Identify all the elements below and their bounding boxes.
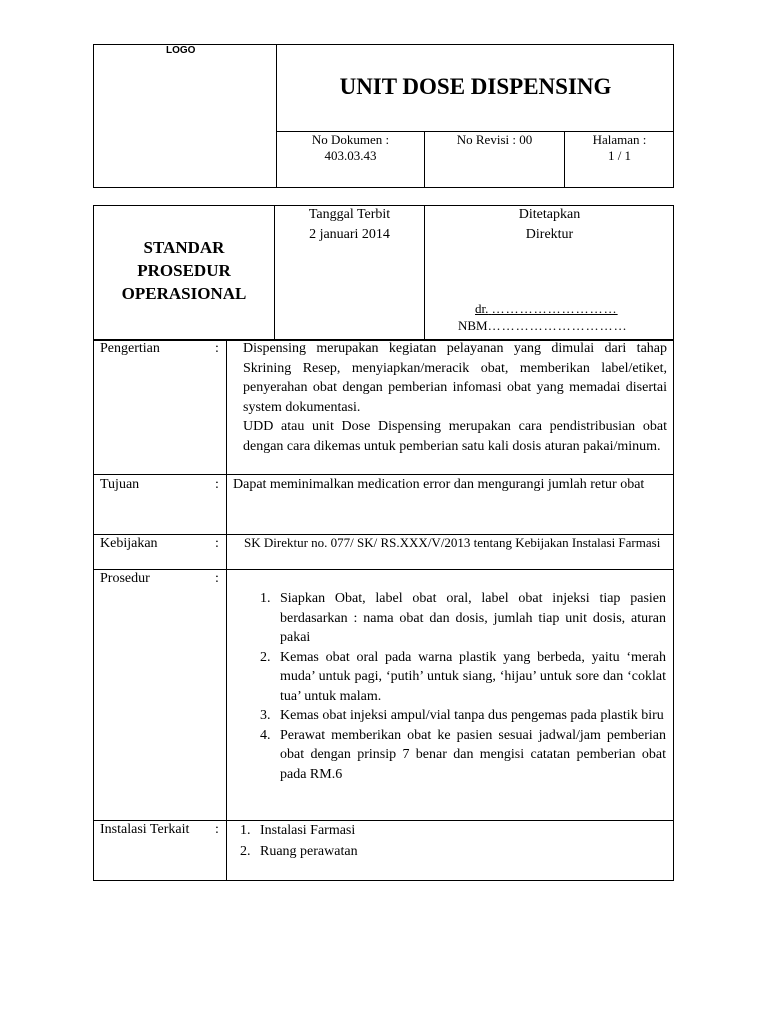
instalasi-item-number: 2. [240, 844, 251, 859]
pengertian-paragraph-2: UDD atau unit Dose Dispensing merupakan cara pendistribusian obat dengan cara dikemas untuk pemberian satu kali dosis aturan pakai/minum. [243, 419, 667, 454]
no-dokumen-cell [277, 132, 424, 164]
prosedur-item-number: 2. [260, 649, 271, 665]
prosedur-item-number: 4. [260, 727, 271, 743]
prosedur-list [260, 589, 666, 784]
dr-dots: ……………………… [491, 301, 618, 316]
pengertian-label: Pengertian [100, 341, 160, 356]
sop-title [94, 236, 274, 305]
prosedur-item-text: Kemas obat injeksi ampul/vial tanpa dus pengemas pada plastik biru [280, 708, 664, 723]
instalasi-item-text: Instalasi Farmasi [260, 823, 356, 838]
header-table [93, 44, 674, 188]
instalasi-item [240, 820, 666, 841]
tujuan-text: Dapat meminimalkan medication error dan mengurangi jumlah retur obat [233, 477, 645, 492]
tujuan-label: Tujuan [100, 477, 140, 492]
pengertian-text [243, 339, 667, 456]
ditetapkan-cell [425, 205, 674, 245]
instalasi-list [240, 820, 666, 862]
direktur-label: Direktur [525, 227, 574, 242]
row-divider-3 [93, 569, 674, 570]
prosedur-item [260, 706, 666, 726]
halaman-label: Halaman : [592, 132, 647, 147]
nbm-line [458, 318, 628, 334]
sop-title-line-1: STANDAR [143, 238, 225, 257]
no-dokumen-label: No Dokumen : [311, 132, 390, 147]
prosedur-item [260, 648, 666, 707]
pengertian-paragraph-1: Dispensing merupakan kegiatan pelayanan yang dimulai dari tahap Skrining Resep, menyiapkan/meracik obat, memberikan label/etiket, penyerahan obat dengan pemberian infomasi obat yang memadai disertai system dokumentasi. [243, 341, 667, 415]
prosedur-item [260, 726, 666, 785]
sop-title-line-2: PROSEDUR [137, 261, 231, 280]
prosedur-item-number: 1. [260, 591, 271, 606]
header-divider-vertical [276, 44, 277, 188]
prosedur-colon: : [215, 571, 219, 586]
prosedur-label: Prosedur [100, 571, 150, 586]
kebijakan-colon: : [215, 536, 219, 551]
sop-title-line-3: OPERASIONAL [121, 284, 247, 303]
dr-label: dr. [475, 301, 489, 316]
instalasi-label: Instalasi Terkait [100, 822, 190, 837]
kebijakan-label: Kebijakan [100, 536, 158, 551]
halaman-cell [565, 132, 674, 164]
prosedur-item-text: Perawat memberikan obat ke pasien sesuai jadwal/jam pemberian obat dengan prinsip 7 benar dan mengisi catatan pemberian obat pada RM.6 [280, 727, 666, 782]
tanggal-terbit-cell [275, 205, 424, 245]
no-revisi-cell: No Revisi : 00 [456, 132, 533, 147]
logo-placeholder: LOGO [166, 45, 196, 56]
pengertian-colon: : [215, 341, 219, 356]
prosedur-item-text: Siapkan Obat, label obat oral, label obat injeksi tiap pasien berdasarkan : nama obat dan dosis, jumlah tiap unit dosis, aturan pakai [280, 591, 666, 645]
prosedur-item [260, 589, 666, 648]
content-divider-vertical [226, 340, 227, 881]
no-dokumen-value: 403.03.43 [324, 148, 377, 163]
instalasi-item-number: 1. [240, 823, 251, 838]
nbm-dots: ………………………… [487, 318, 628, 333]
nbm-label: NBM [458, 318, 488, 333]
ditetapkan-label: Ditetapkan [518, 207, 581, 222]
instalasi-item [240, 841, 666, 862]
halaman-value: 1 / 1 [607, 148, 632, 163]
tanggal-terbit-label: Tanggal Terbit [308, 207, 391, 222]
kebijakan-text: SK Direktur no. 077/ SK/ RS.XXX/V/2013 tentang Kebijakan Instalasi Farmasi [244, 535, 661, 550]
prosedur-item-number: 3. [260, 708, 271, 723]
instalasi-colon: : [215, 822, 219, 837]
tujuan-colon: : [215, 477, 219, 492]
document-title: UNIT DOSE DISPENSING [339, 74, 612, 99]
signature-line [475, 301, 618, 317]
prosedur-item-text: Kemas obat oral pada warna plastik yang berbeda, yaitu ‘merah muda’ untuk pagi, ‘putih’ untuk siang, ‘hijau’ untuk sore dan ‘coklat tua’ untuk malam. [280, 649, 666, 704]
instalasi-item-text: Ruang perawatan [260, 844, 358, 859]
tanggal-terbit-value: 2 januari 2014 [309, 227, 390, 242]
